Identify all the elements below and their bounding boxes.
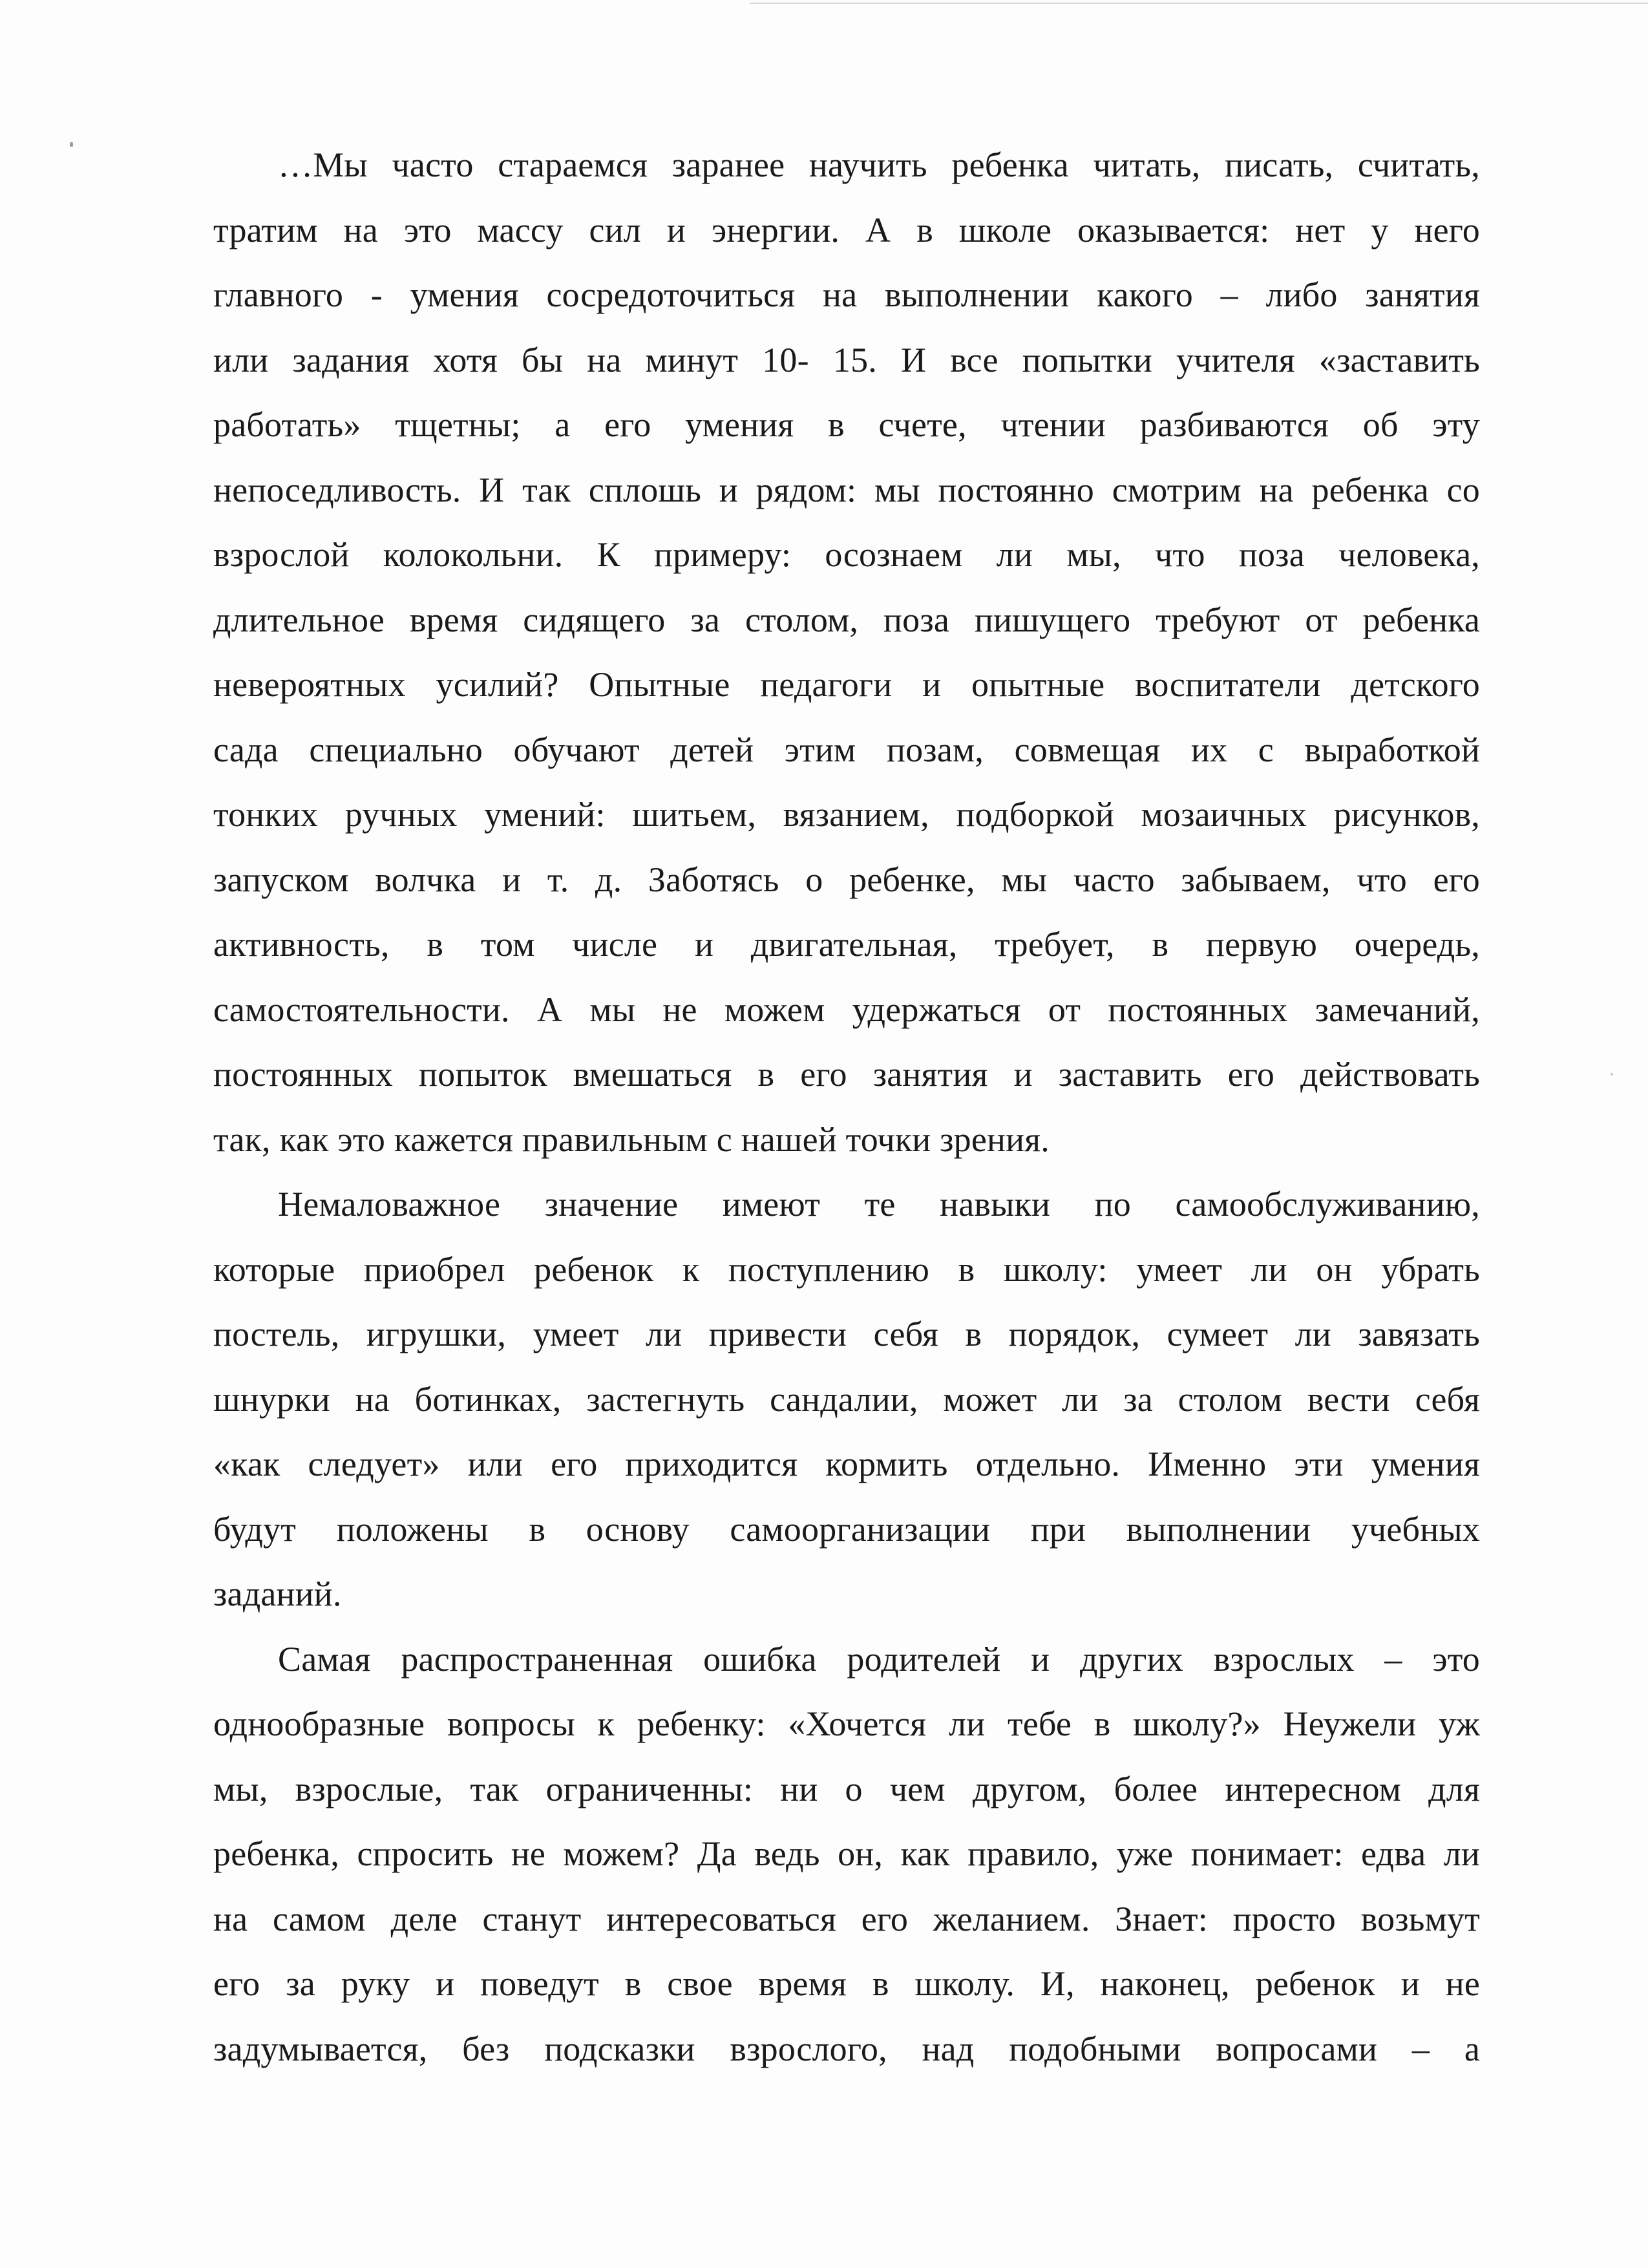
text-line: ребенка, спросить не можем? Да ведь он, как правило, уже понимает: едва ли: [213, 1834, 1480, 1873]
text-line: Немаловажное значение имеют те навыки по самообслуживанию,: [278, 1185, 1480, 1224]
text-line: заданий.: [213, 1574, 342, 1613]
paragraph-2: [213, 1172, 1480, 1627]
text-line: постель, игрушки, умеет ли привести себя в порядок, сумеет ли завязать: [213, 1315, 1480, 1353]
text-line: на самом деле станут интересоваться его желанием. Знает: просто возьмут: [213, 1899, 1480, 1938]
scan-speck: [1611, 1073, 1613, 1076]
scan-edge-line: [750, 3, 1648, 4]
text-line: мы, взрослые, так ограниченны: ни о чем другом, более интересном для: [213, 1769, 1480, 1808]
text-line: или задания хотя бы на минут 10- 15. И все попытки учителя «заставить: [213, 340, 1480, 379]
paragraph-3: [213, 1627, 1480, 2082]
text-line: …Мы часто стараемся заранее научить ребенка читать, писать, считать,: [278, 145, 1480, 184]
text-line: задумывается, без подсказки взрослого, над подобными вопросами – а: [213, 2029, 1480, 2068]
text-line: тонких ручных умений: шитьем, вязанием, подборкой мозаичных рисунков,: [213, 795, 1480, 834]
text-line: активность, в том числе и двигательная, требует, в первую очередь,: [213, 925, 1480, 964]
text-line: будут положены в основу самоорганизации при выполнении учебных: [213, 1509, 1480, 1549]
text-line: работать» тщетны; а его умения в счете, чтении разбиваются об эту: [213, 405, 1480, 444]
text-line: которые приобрел ребенок к поступлению в школу: умеет ли он убрать: [213, 1249, 1480, 1289]
text-line: «как следует» или его приходится кормить отдельно. Именно эти умения: [213, 1445, 1480, 1483]
text-line: шнурки на ботинках, застегнуть сандалии, может ли за столом вести себя: [213, 1379, 1480, 1419]
text-line: его за руку и поведут в свое время в школу. И, наконец, ребенок и не: [213, 1964, 1480, 2003]
text-line: непоседливость. И так сплошь и рядом: мы постоянно смотрим на ребенка со: [213, 470, 1480, 509]
text-line: длительное время сидящего за столом, поза пишущего требуют от ребенка: [213, 600, 1480, 639]
paragraph-1: [213, 132, 1480, 1172]
text-line: однообразные вопросы к ребенку: «Хочется ли тебе в школу?» Неужели уж: [213, 1704, 1480, 1743]
text-line: запуском волчка и т. д. Заботясь о ребенке, мы часто забываем, что его: [213, 860, 1480, 899]
text-line: главного - умения сосредоточиться на выполнении какого – либо занятия: [213, 275, 1480, 314]
text-line: так, как это кажется правильным с нашей точки зрения.: [213, 1119, 1050, 1159]
text-line: самостоятельности. А мы не можем удержаться от постоянных замечаний,: [213, 990, 1480, 1029]
text-line: невероятных усилий? Опытные педагоги и опытные воспитатели детского: [213, 665, 1480, 704]
text-line: Самая распространенная ошибка родителей и других взрослых – это: [278, 1639, 1480, 1679]
text-line: взрослой колокольни. К примеру: осознаем ли мы, что поза человека,: [213, 535, 1480, 574]
text-line: тратим на это массу сил и энергии. А в школе оказывается: нет у него: [213, 210, 1480, 249]
scan-speck: [70, 142, 73, 147]
document-body: [213, 132, 1480, 2081]
text-line: сада специально обучают детей этим позам, совмещая их с выработкой: [213, 730, 1480, 769]
text-line: постоянных попыток вмешаться в его занятия и заставить его действовать: [213, 1055, 1480, 1094]
